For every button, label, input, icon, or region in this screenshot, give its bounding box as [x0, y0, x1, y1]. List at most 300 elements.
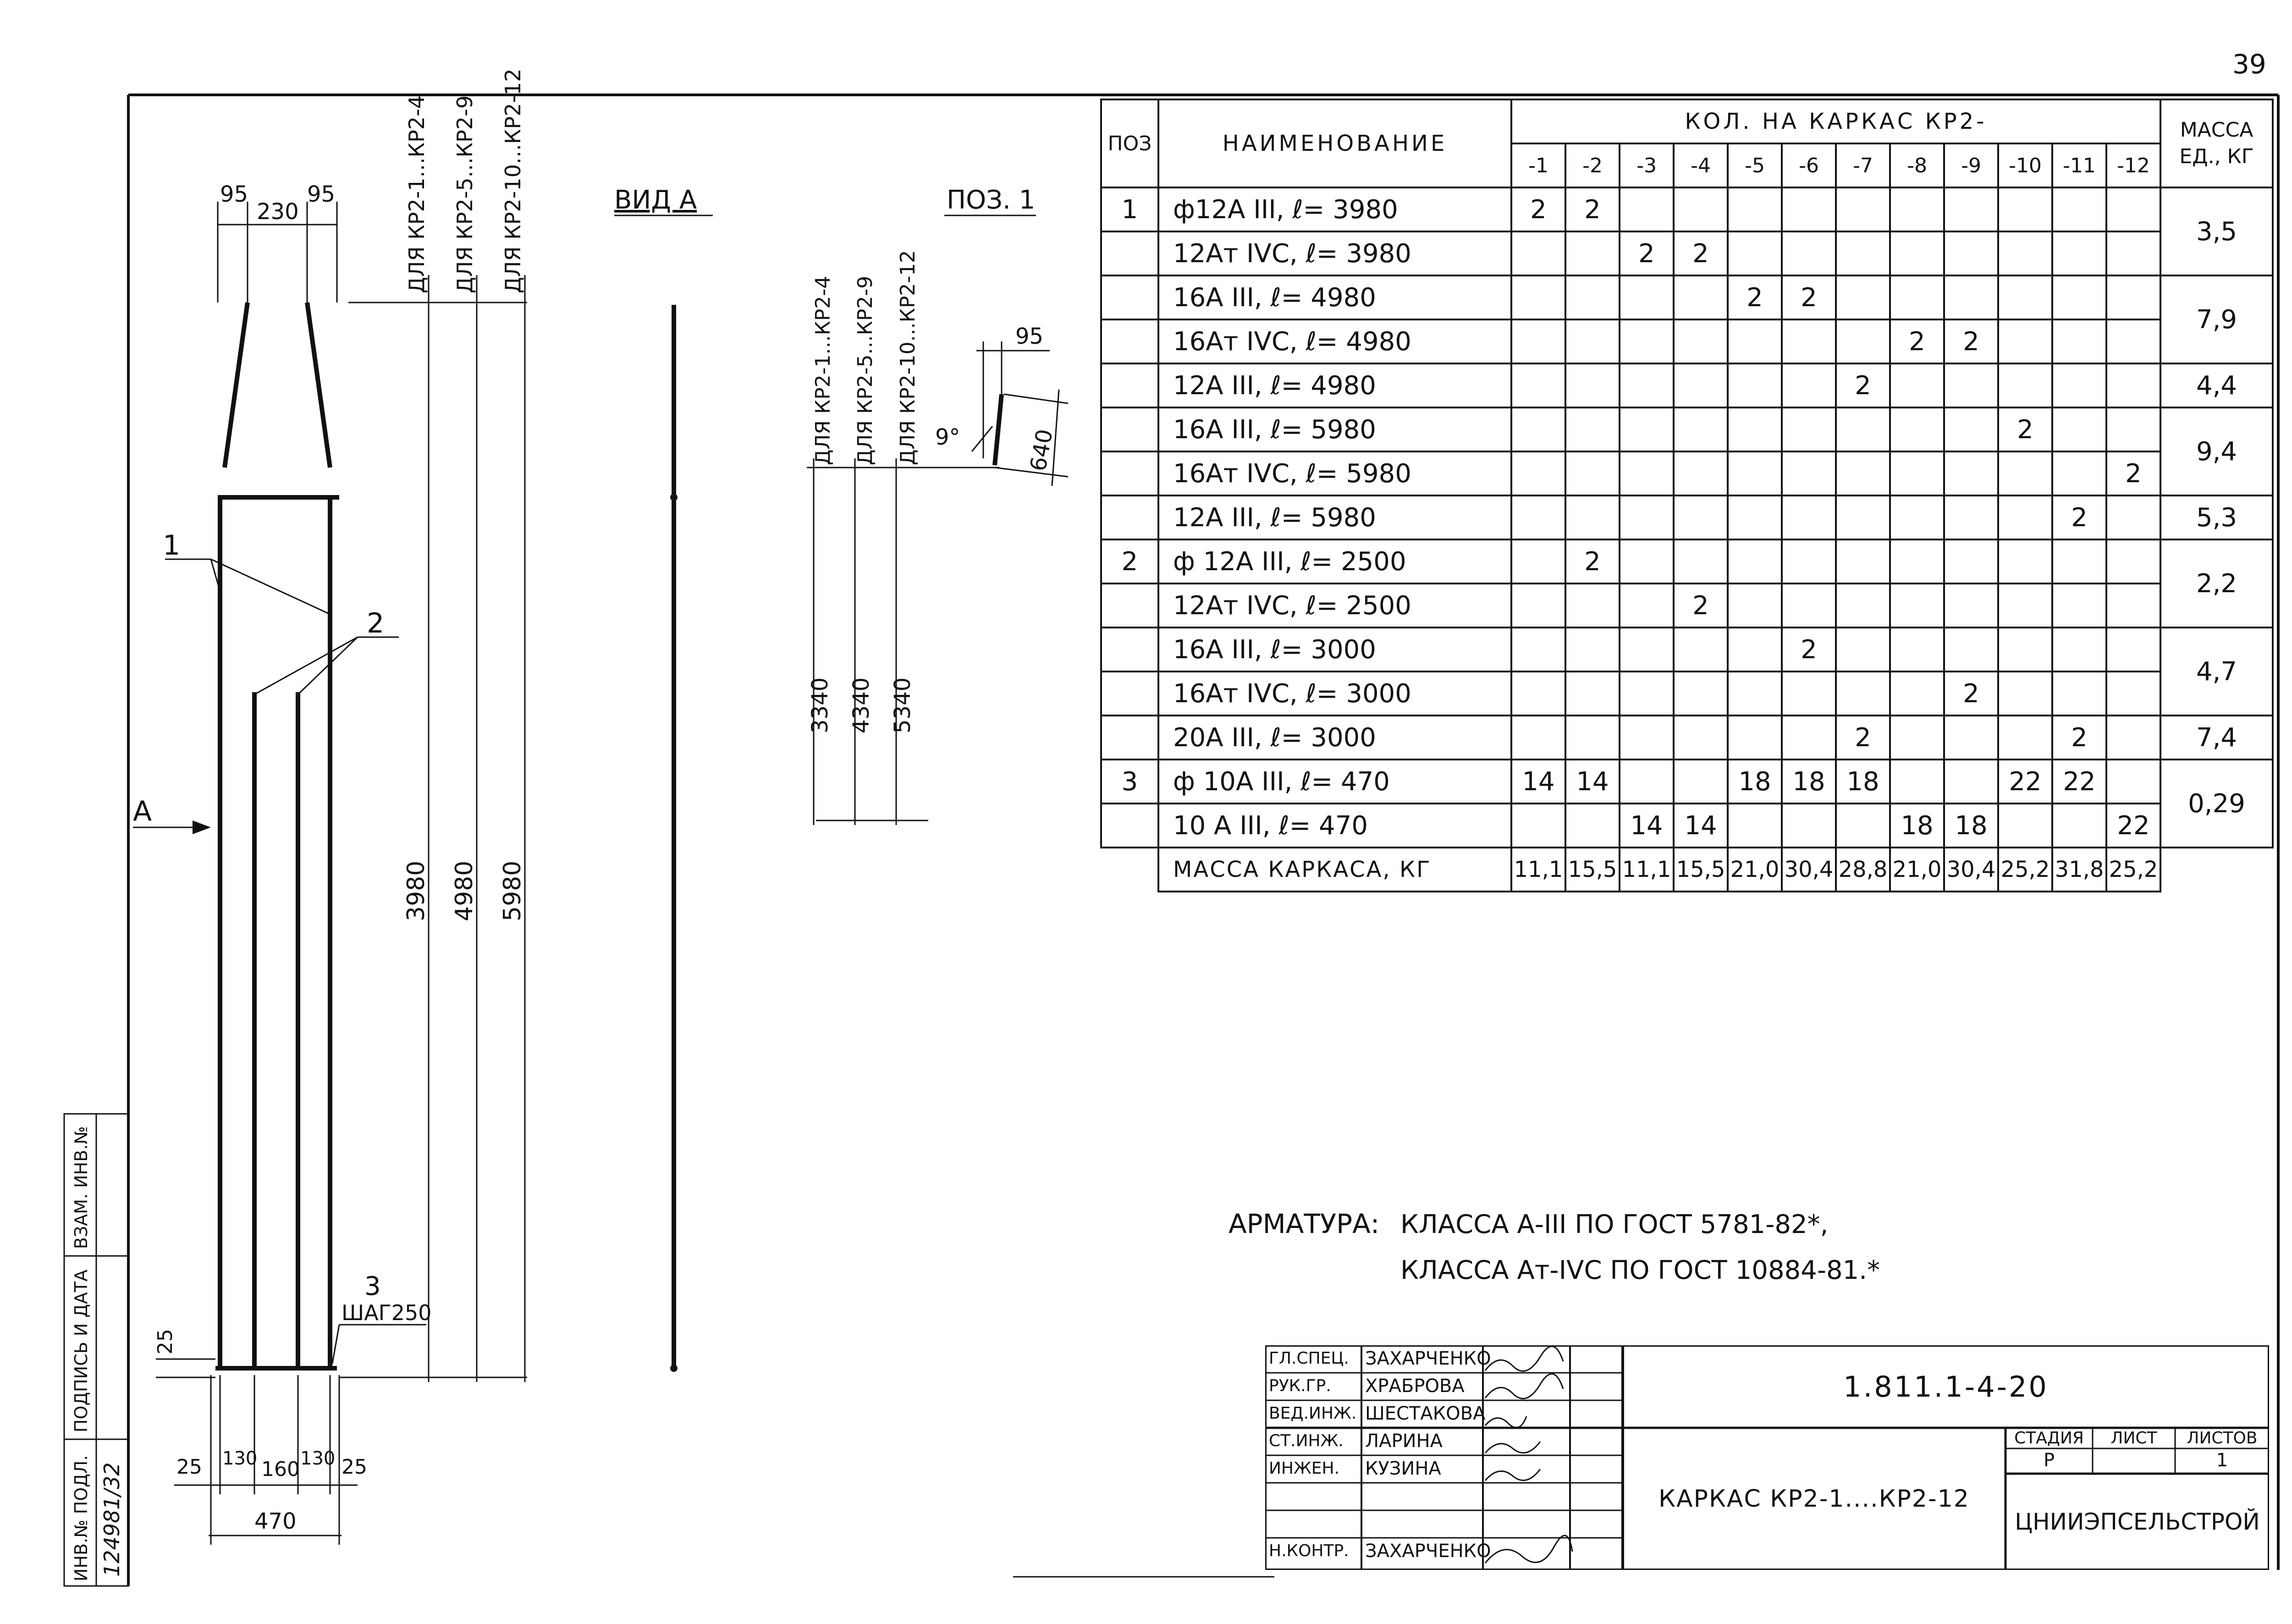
dim-640: 640	[1025, 427, 1058, 473]
doc-code: 1.811.1-4-20	[1843, 1370, 2049, 1404]
dim-25-left: 25	[176, 1455, 202, 1479]
qty-cell	[1998, 495, 2052, 539]
qty-cell: 2	[1565, 187, 1620, 231]
page-number: 39	[2232, 49, 2266, 80]
qty-cell	[1620, 275, 1674, 319]
qty-cell	[1890, 407, 1944, 451]
qty-cell: 2	[1944, 319, 1998, 363]
qty-cell	[1998, 319, 2052, 363]
qty-cell	[1782, 451, 1836, 495]
dim-3340: 3340	[807, 677, 833, 733]
row-pos	[1101, 716, 1158, 760]
qty-cell	[1782, 672, 1836, 716]
column-header: -9	[1944, 143, 1998, 187]
spec-row	[1101, 760, 2273, 804]
signer-name: ЗАХАРЧЕНКО	[1365, 1348, 1491, 1369]
org-name: ЦНИИЭПСЕЛЬСТРОЙ	[2015, 1508, 2260, 1535]
qty-cell	[1620, 760, 1674, 804]
spec-row	[1101, 804, 2273, 848]
signer-role: Н.КОНТР.	[1269, 1541, 1349, 1560]
qty-cell	[1836, 672, 1890, 716]
qty-cell	[2052, 275, 2106, 319]
qty-cell	[1998, 672, 2052, 716]
qty-cell	[1620, 495, 1674, 539]
qty-cell	[1728, 584, 1782, 628]
qty-cell	[1890, 363, 1944, 407]
qty-cell	[1511, 716, 1565, 760]
qty-cell	[1511, 275, 1565, 319]
qty-cell: 18	[1944, 804, 1998, 848]
dim-4980: 4980	[451, 860, 478, 921]
spec-body	[1101, 187, 2273, 892]
qty-cell	[1674, 363, 1728, 407]
signature-4	[1485, 1442, 1540, 1453]
qty-cell	[1944, 628, 1998, 672]
qty-cell	[2052, 363, 2106, 407]
spec-row	[1101, 539, 2273, 584]
blank-cell	[1101, 848, 1158, 892]
qty-cell	[1674, 672, 1728, 716]
qty-cell	[1836, 187, 1890, 231]
dim-470: 470	[254, 1508, 297, 1534]
frame-mass-cell: 28,8	[1836, 848, 1890, 892]
signer-name: ХРАБРОВА	[1365, 1376, 1465, 1397]
qty-cell	[1728, 539, 1782, 584]
row-pos	[1101, 584, 1158, 628]
qty-cell	[1511, 804, 1565, 848]
row-pos: 3	[1101, 760, 1158, 804]
leader	[211, 559, 330, 614]
header-mass-unit: МАССА ЕД., КГ	[2160, 99, 2273, 187]
qty-cell	[1836, 275, 1890, 319]
row-pos: 1	[1101, 187, 1158, 231]
qty-cell	[1890, 539, 1944, 584]
qty-cell	[2106, 539, 2160, 584]
qty-cell	[1782, 231, 1836, 275]
unit-mass: 5,3	[2160, 495, 2273, 539]
qty-cell	[1890, 451, 1944, 495]
qty-cell: 2	[1836, 363, 1890, 407]
stage-value: Р	[2043, 1450, 2055, 1471]
qty-cell	[1728, 716, 1782, 760]
stage-label: СТАДИЯ	[2014, 1429, 2084, 1448]
dim-130-right: 130	[300, 1448, 336, 1469]
qty-cell	[1620, 451, 1674, 495]
pos-label-kr2-10-12: ДЛЯ КР2-10...КР2-12	[896, 250, 920, 465]
signature-5	[1485, 1469, 1540, 1481]
qty-cell	[1565, 716, 1620, 760]
qty-cell: 2	[1728, 275, 1782, 319]
qty-cell	[1565, 495, 1620, 539]
qty-cell	[1620, 584, 1674, 628]
column-header: -11	[2052, 143, 2106, 187]
qty-cell: 2	[1944, 672, 1998, 716]
view-a-node	[670, 494, 678, 501]
spec-row	[1101, 231, 2273, 275]
blank-cell	[2160, 848, 2273, 892]
qty-cell	[2052, 804, 2106, 848]
qty-cell: 18	[1836, 760, 1890, 804]
view-arrow-head	[193, 820, 211, 834]
qty-cell	[1890, 275, 1944, 319]
qty-cell	[1674, 628, 1728, 672]
signer-role: ВЕД.ИНЖ.	[1269, 1404, 1357, 1423]
view-a-node	[670, 1365, 678, 1372]
pos1-bar	[995, 394, 1002, 465]
spec-row	[1101, 584, 2273, 628]
qty-cell	[1890, 628, 1944, 672]
qty-cell: 2	[1782, 628, 1836, 672]
qty-cell	[2052, 319, 2106, 363]
spec-row	[1101, 275, 2273, 319]
qty-cell	[2052, 187, 2106, 231]
qty-cell	[1728, 187, 1782, 231]
qty-cell	[1944, 716, 1998, 760]
angle-leader	[972, 426, 992, 451]
signature-6	[1485, 1536, 1572, 1563]
side-vzam-inv: ВЗАМ. ИНВ.№	[71, 1126, 91, 1249]
leader	[332, 1325, 339, 1364]
row-name: 12А III, ℓ= 4980	[1158, 363, 1511, 407]
qty-cell	[2106, 584, 2160, 628]
column-header: -7	[1836, 143, 1890, 187]
row-name: 16А III, ℓ= 3000	[1158, 628, 1511, 672]
qty-cell	[1944, 451, 1998, 495]
row-name: 16А III, ℓ= 5980	[1158, 407, 1511, 451]
qty-cell	[1674, 760, 1728, 804]
qty-cell: 14	[1620, 804, 1674, 848]
unit-mass: 2,2	[2160, 539, 2273, 628]
qty-cell	[2106, 495, 2160, 539]
qty-cell: 14	[1565, 760, 1620, 804]
qty-cell	[1511, 495, 1565, 539]
row-name: 20А III, ℓ= 3000	[1158, 716, 1511, 760]
qty-cell	[1674, 319, 1728, 363]
qty-cell	[1998, 363, 2052, 407]
label-for-kr2-5-9: ДЛЯ КР2-5...КР2-9	[452, 95, 477, 293]
column-header: -5	[1728, 143, 1782, 187]
dim-25-right: 25	[342, 1455, 367, 1479]
qty-cell	[1511, 319, 1565, 363]
row-name: 16Ат IVC, ℓ= 3000	[1158, 672, 1511, 716]
pos-label-kr2-1-4: ДЛЯ КР2-1...КР2-4	[811, 275, 835, 465]
qty-cell	[1836, 804, 1890, 848]
qty-cell	[2106, 407, 2160, 451]
qty-cell	[1782, 407, 1836, 451]
row-name: 12Ат IVC, ℓ= 2500	[1158, 584, 1511, 628]
qty-cell: 2	[1782, 275, 1836, 319]
dim-230: 230	[257, 199, 299, 225]
spec-table	[1100, 99, 2274, 892]
qty-cell	[1674, 495, 1728, 539]
row-pos	[1101, 804, 1158, 848]
spec-row	[1101, 363, 2273, 407]
qty-cell	[2106, 760, 2160, 804]
qty-cell	[1620, 628, 1674, 672]
qty-cell: 14	[1674, 804, 1728, 848]
qty-cell	[1944, 275, 1998, 319]
row-pos	[1101, 363, 1158, 407]
qty-cell	[2106, 672, 2160, 716]
qty-cell	[1728, 451, 1782, 495]
bar-tapered-left	[225, 303, 248, 468]
notes-line-1: КЛАССА А-III ПО ГОСТ 5781-82*,	[1400, 1210, 1829, 1239]
frame-mass-cell: 15,5	[1565, 848, 1620, 892]
qty-cell	[1511, 539, 1565, 584]
pos-label-kr2-5-9: ДЛЯ КР2-5...КР2-9	[854, 275, 877, 465]
qty-cell	[1565, 319, 1620, 363]
qty-cell	[1674, 187, 1728, 231]
qty-cell	[1836, 539, 1890, 584]
row-pos: 2	[1101, 539, 1158, 584]
row-pos	[1101, 495, 1158, 539]
qty-cell	[1998, 804, 2052, 848]
signer-role: РУК.ГР.	[1269, 1376, 1331, 1395]
qty-cell: 2	[2052, 716, 2106, 760]
frame-mass-label: МАССА КАРКАСА, КГ	[1158, 848, 1511, 892]
qty-cell	[1620, 716, 1674, 760]
label-for-kr2-10-12: ДЛЯ КР2-10...КР2-12	[501, 68, 525, 293]
step-250: ШАГ250	[342, 1300, 432, 1325]
dim-95-right: 95	[307, 182, 336, 207]
qty-cell	[1890, 584, 1944, 628]
callout-3: 3	[364, 1272, 381, 1301]
signature-1	[1485, 1346, 1563, 1371]
dim-3980: 3980	[402, 860, 430, 921]
side-sign-date: ПОДПИСЬ И ДАТА	[71, 1269, 91, 1432]
side-inv-podl-value: 124981/32	[99, 1462, 124, 1577]
dim-95-pos: 95	[1015, 324, 1044, 349]
unit-mass: 7,4	[2160, 716, 2273, 760]
qty-cell	[1728, 672, 1782, 716]
frame-mass-cell: 31,8	[2052, 848, 2106, 892]
qty-cell	[1836, 495, 1890, 539]
qty-cell: 2	[2106, 451, 2160, 495]
qty-cell	[1836, 451, 1890, 495]
qty-cell	[1565, 584, 1620, 628]
qty-cell: 2	[1674, 231, 1728, 275]
dim-4340: 4340	[848, 677, 874, 733]
column-header: -4	[1674, 143, 1728, 187]
signer-name: ЛАРИНА	[1365, 1431, 1443, 1452]
signature-2	[1485, 1374, 1563, 1398]
qty-cell	[2106, 275, 2160, 319]
qty-cell	[1998, 628, 2052, 672]
qty-cell	[1836, 628, 1890, 672]
qty-cell	[1511, 584, 1565, 628]
qty-cell	[1565, 407, 1620, 451]
label-for-kr2-1-4: ДЛЯ КР2-1...КР2-4	[404, 95, 429, 293]
unit-mass: 4,7	[2160, 628, 2273, 716]
row-name: 12Ат IVC, ℓ= 3980	[1158, 231, 1511, 275]
qty-cell: 18	[1782, 760, 1836, 804]
qty-cell	[1998, 275, 2052, 319]
notes-prefix: АРМАТУРА:	[1229, 1208, 1380, 1239]
qty-cell	[1782, 363, 1836, 407]
qty-cell	[1620, 539, 1674, 584]
row-pos	[1101, 672, 1158, 716]
qty-cell: 2	[1511, 187, 1565, 231]
frame-mass-row	[1101, 848, 2273, 892]
qty-cell	[1944, 760, 1998, 804]
qty-cell: 2	[1620, 231, 1674, 275]
qty-cell: 2	[1890, 319, 1944, 363]
qty-cell	[1944, 407, 1998, 451]
qty-cell	[1998, 584, 2052, 628]
qty-cell	[1728, 363, 1782, 407]
dim-5340: 5340	[890, 677, 915, 733]
qty-cell	[1728, 495, 1782, 539]
qty-cell	[1998, 539, 2052, 584]
signer-role: ИНЖЕН.	[1269, 1459, 1340, 1478]
qty-cell	[1511, 672, 1565, 716]
signer-name: КУЗИНА	[1365, 1458, 1441, 1479]
dim-130-left: 130	[222, 1448, 258, 1469]
frame-mass-cell: 15,5	[1674, 848, 1728, 892]
row-name: 16Ат IVC, ℓ= 5980	[1158, 451, 1511, 495]
sheet-label: ЛИСТ	[2110, 1429, 2157, 1448]
header-name: НАИМЕНОВАНИЕ	[1158, 99, 1511, 187]
unit-mass: 9,4	[2160, 407, 2273, 495]
column-header: -6	[1782, 143, 1836, 187]
column-header: -2	[1565, 143, 1620, 187]
spec-row	[1101, 451, 2273, 495]
qty-cell: 18	[1890, 804, 1944, 848]
signer-role: ГЛ.СПЕЦ.	[1269, 1349, 1349, 1368]
qty-cell	[2106, 187, 2160, 231]
row-name: 16А III, ℓ= 4980	[1158, 275, 1511, 319]
frame-mass-cell: 21,0	[1890, 848, 1944, 892]
qty-cell	[1511, 231, 1565, 275]
spec-row	[1101, 319, 2273, 363]
frame-mass-cell: 25,2	[2106, 848, 2160, 892]
qty-cell	[1944, 363, 1998, 407]
dim-5980: 5980	[499, 860, 526, 921]
qty-cell	[1890, 231, 1944, 275]
qty-cell: 22	[2106, 804, 2160, 848]
qty-cell	[1565, 804, 1620, 848]
qty-cell	[2052, 451, 2106, 495]
dim-25-top: 25	[154, 1329, 177, 1354]
column-header: -1	[1511, 143, 1565, 187]
header-pos: ПОЗ	[1101, 99, 1158, 187]
angle-9: 9°	[935, 424, 960, 450]
dim-95-left: 95	[220, 182, 248, 207]
qty-cell	[1565, 275, 1620, 319]
row-name: 16Ат IVC, ℓ= 4980	[1158, 319, 1511, 363]
unit-mass: 3,5	[2160, 187, 2273, 275]
qty-cell	[1944, 231, 1998, 275]
qty-cell	[1998, 716, 2052, 760]
qty-cell	[1620, 407, 1674, 451]
qty-cell	[2052, 628, 2106, 672]
frame-mass-cell: 25,2	[1998, 848, 2052, 892]
side-inv-podl: ИНВ.№ ПОДЛ.	[71, 1455, 91, 1581]
qty-cell	[1620, 363, 1674, 407]
qty-cell	[2052, 407, 2106, 451]
callout-2: 2	[367, 607, 385, 639]
pos1-title: ПОЗ. 1	[947, 185, 1036, 215]
qty-cell	[1511, 407, 1565, 451]
dim-160: 160	[261, 1458, 300, 1481]
row-pos	[1101, 628, 1158, 672]
frame-mass-cell: 11,1	[1511, 848, 1565, 892]
doc-title: КАРКАС КР2-1....КР2-12	[1658, 1485, 1970, 1513]
unit-mass: 4,4	[2160, 363, 2273, 407]
column-header: -12	[2106, 143, 2160, 187]
unit-mass: 7,9	[2160, 275, 2273, 363]
qty-cell	[1944, 539, 1998, 584]
row-pos	[1101, 275, 1158, 319]
unit-mass: 0,29	[2160, 760, 2273, 848]
qty-cell	[1836, 231, 1890, 275]
header-qty-group: КОЛ. НА КАРКАС КР2-	[1511, 99, 2160, 143]
signer-name: ЗАХАРЧЕНКО	[1365, 1541, 1491, 1562]
qty-cell	[2052, 231, 2106, 275]
qty-cell	[1674, 275, 1728, 319]
qty-cell	[1782, 716, 1836, 760]
qty-cell: 2	[1836, 716, 1890, 760]
column-header: -3	[1620, 143, 1674, 187]
qty-cell	[2106, 716, 2160, 760]
qty-cell	[1944, 495, 1998, 539]
frame-mass-cell: 30,4	[1944, 848, 1998, 892]
view-a-title: ВИД А	[614, 185, 697, 215]
qty-cell: 22	[2052, 760, 2106, 804]
qty-cell	[1836, 584, 1890, 628]
qty-cell	[1836, 407, 1890, 451]
qty-cell	[1944, 187, 1998, 231]
qty-cell	[1890, 187, 1944, 231]
qty-cell	[2106, 319, 2160, 363]
qty-cell	[1782, 319, 1836, 363]
view-arrow-label: А	[133, 795, 152, 827]
row-pos	[1101, 231, 1158, 275]
qty-cell	[1728, 804, 1782, 848]
qty-cell	[2106, 231, 2160, 275]
qty-cell: 2	[1998, 407, 2052, 451]
notes-line-2: КЛАССА Ат-IVС ПО ГОСТ 10884-81.*	[1400, 1255, 1880, 1285]
signer-name: ШЕСТАКОВА	[1365, 1403, 1486, 1424]
row-pos	[1101, 407, 1158, 451]
column-header: -10	[1998, 143, 2052, 187]
qty-cell	[1728, 407, 1782, 451]
qty-cell: 14	[1511, 760, 1565, 804]
qty-cell	[1782, 539, 1836, 584]
qty-cell	[1836, 319, 1890, 363]
qty-cell	[1511, 628, 1565, 672]
qty-cell	[1674, 539, 1728, 584]
qty-cell	[1890, 495, 1944, 539]
spec-row	[1101, 407, 2273, 451]
row-name: 10 А III, ℓ= 470	[1158, 804, 1511, 848]
qty-cell	[1620, 187, 1674, 231]
spec-row	[1101, 628, 2273, 672]
qty-cell	[1782, 187, 1836, 231]
qty-cell	[1565, 672, 1620, 716]
signature-3	[1485, 1416, 1526, 1428]
sheet-value	[2093, 1450, 2175, 1473]
bar-tapered-right	[307, 303, 330, 468]
row-name: ф 12А III, ℓ= 2500	[1158, 539, 1511, 584]
qty-cell	[1565, 628, 1620, 672]
qty-cell	[1728, 628, 1782, 672]
row-pos	[1101, 319, 1158, 363]
frame-mass-cell: 11,1	[1620, 848, 1674, 892]
qty-cell: 18	[1728, 760, 1782, 804]
signer-role: СТ.ИНЖ.	[1269, 1431, 1344, 1450]
callout-1: 1	[163, 529, 181, 562]
